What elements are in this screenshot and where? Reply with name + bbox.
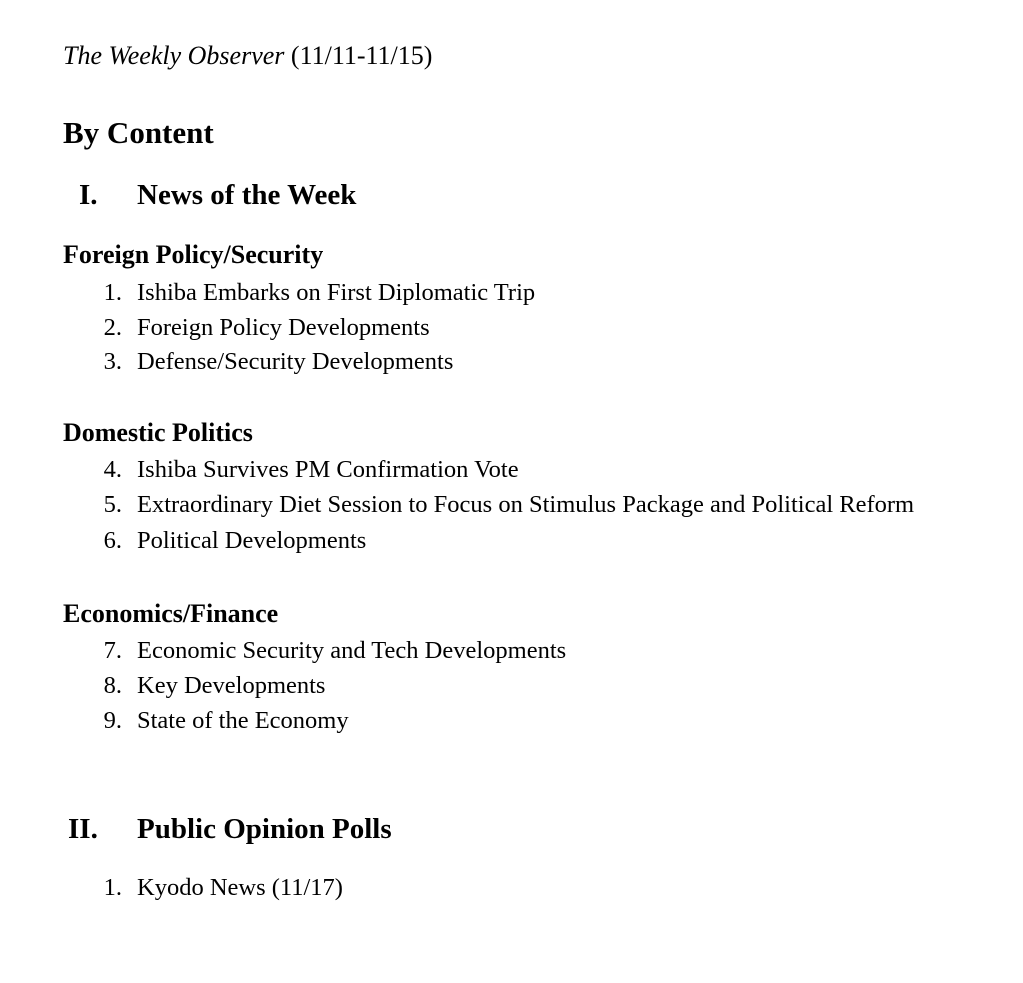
date-range: (11/11-11/15) [290, 41, 433, 70]
item-text: Economic Security and Tech Developments [137, 637, 567, 664]
item-number: 3. [103, 348, 122, 375]
category-heading-domestic-politics: Domestic Politics [63, 418, 253, 447]
item-text: Defense/Security Developments [137, 348, 454, 375]
item-number: 9. [103, 707, 122, 734]
item-text: Foreign Policy Developments [137, 314, 430, 341]
item-text: State of the Economy [137, 707, 349, 734]
category-heading-foreign-policy: Foreign Policy/Security [63, 240, 324, 269]
item-text: Ishiba Embarks on First Diplomatic Trip [137, 279, 536, 306]
item-text: Ishiba Survives PM Confirmation Vote [137, 456, 519, 483]
item-number: 1. [103, 279, 122, 306]
item-number: 2. [103, 314, 122, 341]
section-title: News of the Week [137, 179, 357, 211]
item-text: Kyodo News (11/17) [137, 874, 343, 901]
item-number: 5. [103, 491, 122, 518]
section-title: Public Opinion Polls [137, 813, 392, 845]
page-heading: By Content [63, 115, 214, 150]
item-number: 7. [103, 637, 122, 664]
publication-title: The Weekly Observer [63, 41, 285, 70]
item-number: 1. [103, 874, 122, 901]
section-numeral: II. [68, 813, 98, 845]
section-numeral: I. [79, 179, 98, 211]
item-number: 6. [103, 527, 122, 554]
item-text: Extraordinary Diet Session to Focus on Stimulus Package and Political Reform [137, 491, 915, 518]
item-number: 8. [103, 672, 122, 699]
item-text: Key Developments [137, 672, 326, 699]
category-heading-economics-finance: Economics/Finance [63, 599, 279, 628]
item-text: Political Developments [137, 527, 367, 554]
masthead [63, 38, 432, 74]
item-number: 4. [103, 456, 122, 483]
